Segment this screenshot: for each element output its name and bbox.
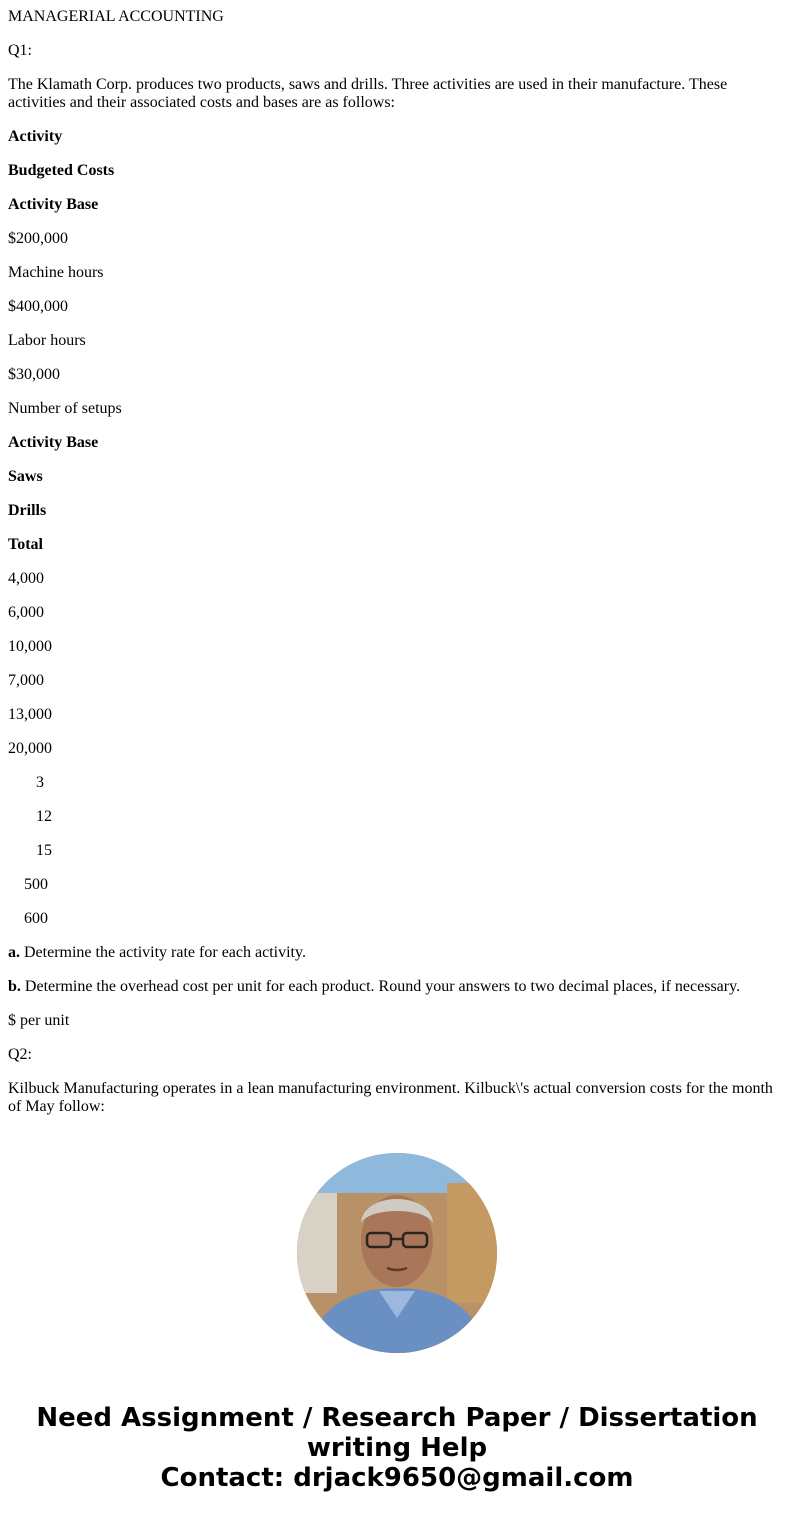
table1-cell: Number of setups	[8, 400, 122, 417]
table2-cell: 7,000	[8, 672, 44, 689]
table2-cell: 600	[24, 910, 48, 927]
per-unit-label: $ per unit	[8, 1012, 70, 1029]
table2-cell: 12	[36, 808, 52, 825]
q2-label: Q2:	[8, 1046, 32, 1063]
promo-line-2: writing Help	[306, 1433, 488, 1463]
table2-header-saws: Saws	[8, 468, 43, 485]
table2-cell: 4,000	[8, 570, 44, 587]
table2-cell: 6,000	[8, 604, 44, 621]
promo-contact: Contact: drjack9650@gmail.com	[160, 1463, 634, 1493]
table1-cell: $30,000	[8, 366, 60, 383]
table1-cell: $400,000	[8, 298, 68, 315]
part-a	[8, 944, 306, 962]
part-b	[8, 978, 740, 996]
person-portrait-icon	[297, 1153, 497, 1353]
table2-cell: 13,000	[8, 706, 52, 723]
table2-cell: 10,000	[8, 638, 52, 655]
table1-header-activity: Activity	[8, 128, 63, 145]
table2-cell: 500	[24, 876, 48, 893]
q1-label: Q1:	[8, 42, 32, 59]
promo-line-1: Need Assignment / Research Paper / Dissertation	[36, 1403, 758, 1433]
document-title: MANAGERIAL ACCOUNTING	[8, 8, 224, 25]
table2-header-total: Total	[8, 536, 43, 553]
table2-header-drills: Drills	[8, 502, 47, 519]
q2-intro: Kilbuck Manufacturing operates in a lean manufacturing environment. Kilbuck\'s actual conversion costs for the month of May follow:	[8, 1080, 773, 1115]
table2-cell: 15	[36, 842, 52, 859]
table2-header-activity-base: Activity Base	[8, 434, 99, 451]
table1-header-activity-base: Activity Base	[8, 196, 99, 213]
part-a-label: a.	[8, 944, 20, 961]
table1-cell: Machine hours	[8, 264, 104, 281]
table1-cell: Labor hours	[8, 332, 86, 349]
avatar	[297, 1153, 497, 1353]
part-a-text: Determine the activity rate for each activity.	[24, 944, 306, 961]
q1-intro: The Klamath Corp. produces two products, saws and drills. Three activities are used in their manufacture. These activities and their associated costs and bases are as follows:	[8, 76, 728, 111]
part-b-label: b.	[8, 978, 21, 995]
table2-cell: 20,000	[8, 740, 52, 757]
part-b-text: Determine the overhead cost per unit for each product. Round your answers to two decimal places, if necessary.	[24, 978, 741, 995]
table1-cell: $200,000	[8, 230, 68, 247]
table2-cell: 3	[36, 774, 44, 791]
promo-banner	[0, 1403, 794, 1493]
table1-header-budgeted-costs: Budgeted Costs	[8, 162, 115, 179]
